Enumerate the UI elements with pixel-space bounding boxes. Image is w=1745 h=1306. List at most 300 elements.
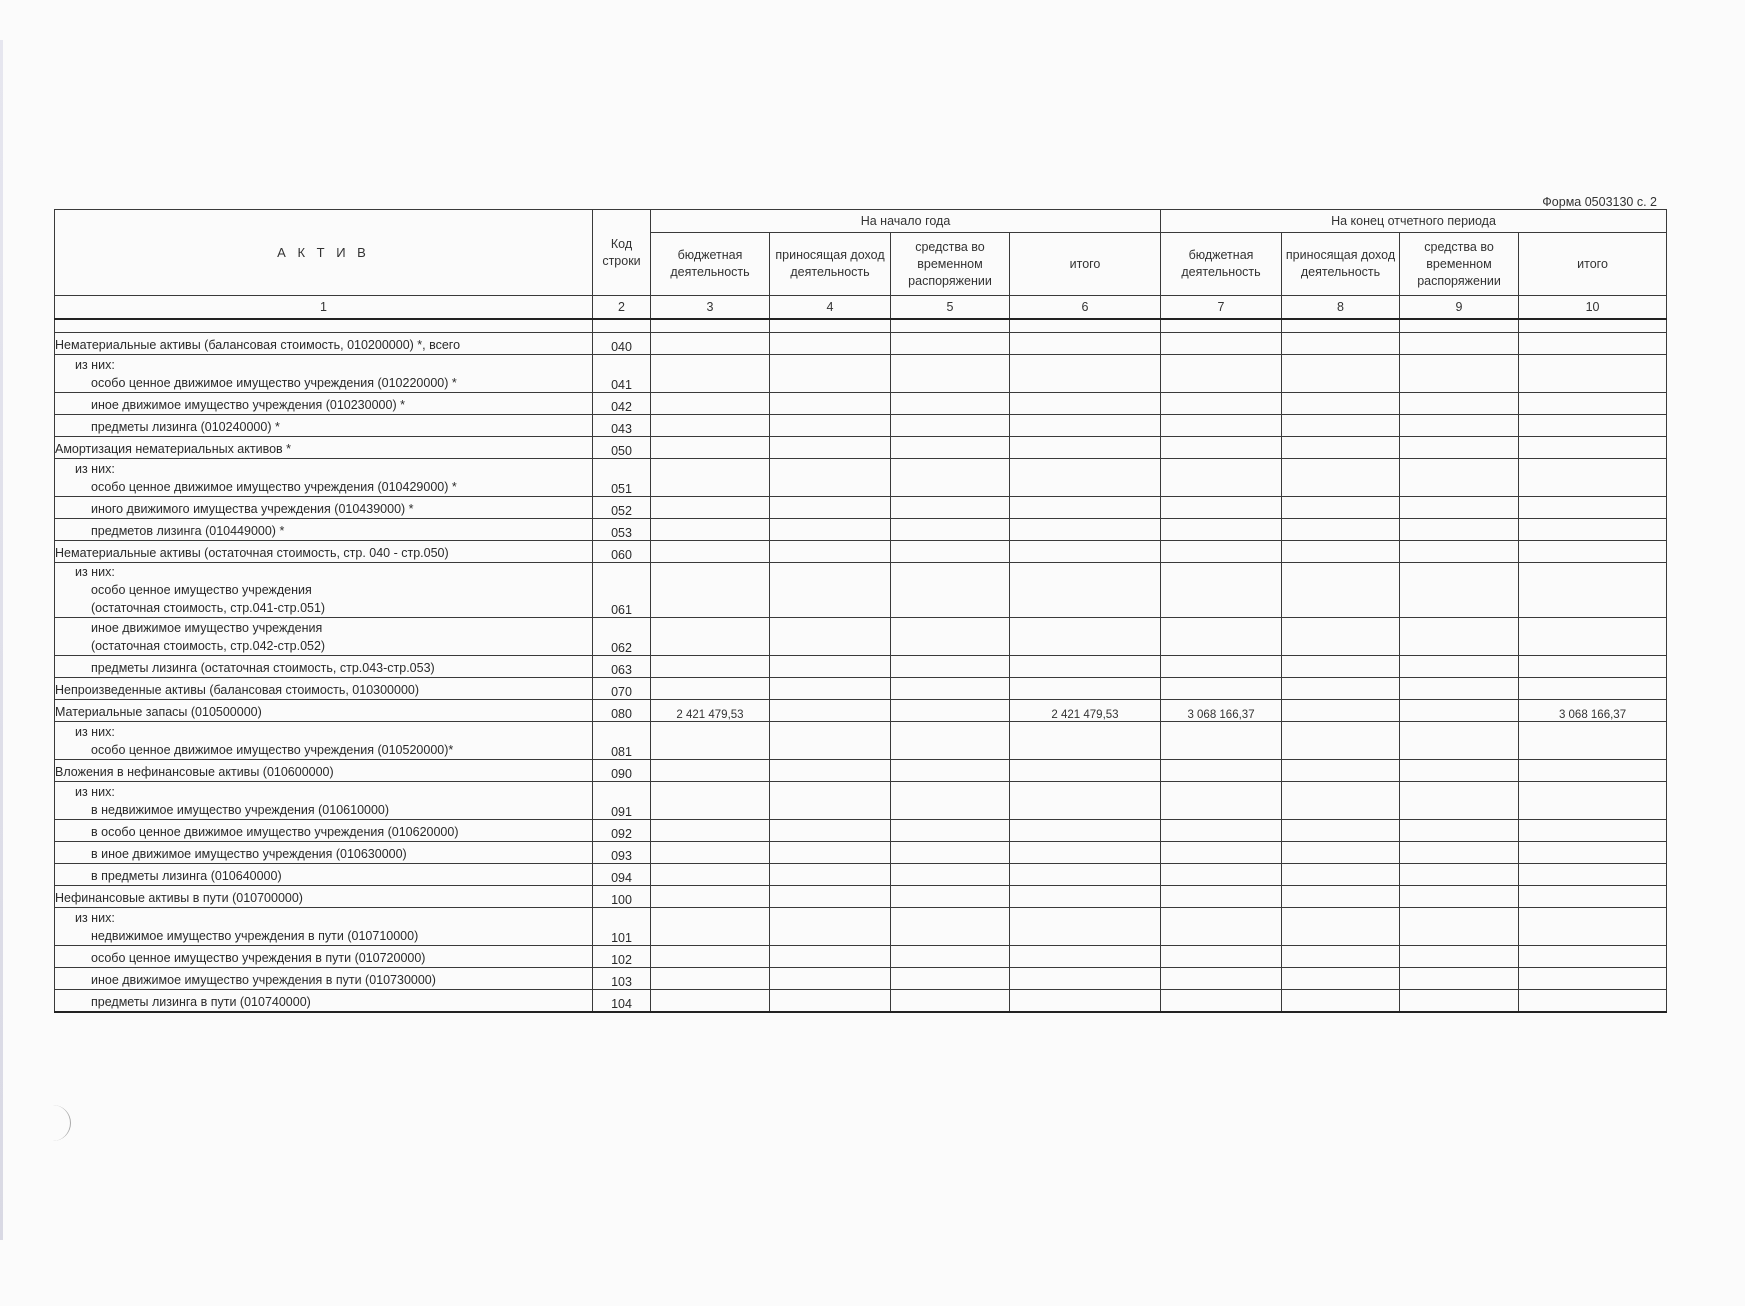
table-row	[55, 678, 1667, 700]
row-label	[55, 782, 593, 820]
row-label	[55, 722, 593, 760]
value-cell	[770, 563, 891, 618]
value-cell	[1010, 820, 1161, 842]
value-cell	[1400, 760, 1519, 782]
row-label	[55, 437, 593, 459]
value-cell	[1400, 990, 1519, 1013]
value-cell	[1161, 541, 1282, 563]
value-cell	[1400, 678, 1519, 700]
table-row	[55, 415, 1667, 437]
row-label-text: из них:	[75, 911, 115, 925]
value-cell	[770, 700, 891, 722]
row-label-text: из них:	[75, 358, 115, 372]
value-cell	[770, 722, 891, 760]
value-cell	[1519, 842, 1667, 864]
row-label	[55, 415, 593, 437]
row-code: 093	[593, 842, 651, 864]
value-cell	[1519, 760, 1667, 782]
table-row	[55, 946, 1667, 968]
value-cell	[651, 722, 770, 760]
value-cell	[651, 760, 770, 782]
table-row	[55, 393, 1667, 415]
value-cell	[1400, 437, 1519, 459]
row-label	[55, 864, 593, 886]
value-cell	[1519, 946, 1667, 968]
value-cell	[1519, 782, 1667, 820]
value-cell	[770, 656, 891, 678]
value-cell	[891, 782, 1010, 820]
row-label-text: Вложения в нефинансовые активы (010600000)	[55, 765, 334, 779]
value-cell	[1400, 864, 1519, 886]
value-cell: 2 421 479,53	[651, 700, 770, 722]
value-cell	[1161, 497, 1282, 519]
row-label-text: (остаточная стоимость, стр.042-стр.052)	[91, 639, 326, 653]
value-cell	[1161, 760, 1282, 782]
form-number-label: Форма 0503130 с. 2	[1542, 195, 1657, 209]
value-cell	[1161, 820, 1282, 842]
value-cell	[651, 656, 770, 678]
value-cell	[1010, 908, 1161, 946]
value-cell	[651, 459, 770, 497]
value-cell	[1282, 541, 1400, 563]
value-cell	[770, 415, 891, 437]
row-label	[55, 563, 593, 618]
row-label-text: Непроизведенные активы (балансовая стоимость, 010300000)	[55, 683, 420, 697]
row-label-text: в иное движимое имущество учреждения (010630000)	[91, 847, 407, 861]
value-cell	[1400, 656, 1519, 678]
row-label-text: иного движимого имущества учреждения (010439000) *	[91, 502, 414, 516]
row-label-text: Нематериальные активы (остаточная стоимость, стр. 040 - стр.050)	[55, 546, 449, 560]
value-cell	[651, 618, 770, 656]
value-cell	[1519, 678, 1667, 700]
value-cell	[1400, 886, 1519, 908]
value-cell	[651, 946, 770, 968]
value-cell	[1282, 990, 1400, 1013]
table-row	[55, 990, 1667, 1013]
value-cell	[1519, 886, 1667, 908]
row-code: 042	[593, 393, 651, 415]
value-cell	[1282, 437, 1400, 459]
value-cell	[891, 333, 1010, 355]
value-cell	[1010, 886, 1161, 908]
row-label	[55, 618, 593, 656]
value-cell	[1161, 722, 1282, 760]
value-cell	[1010, 842, 1161, 864]
value-cell	[1282, 393, 1400, 415]
value-cell	[1282, 820, 1400, 842]
value-cell	[1010, 618, 1161, 656]
balance-sheet-table	[54, 209, 1667, 1013]
row-label-text: из них:	[75, 725, 115, 739]
value-cell	[891, 864, 1010, 886]
row-label-text: Нематериальные активы (балансовая стоимость, 010200000) *, всего	[55, 338, 461, 352]
value-cell: 3 068 166,37	[1519, 700, 1667, 722]
value-cell	[1282, 678, 1400, 700]
value-cell	[651, 393, 770, 415]
value-cell	[1282, 968, 1400, 990]
value-cell	[1282, 415, 1400, 437]
value-cell	[651, 415, 770, 437]
value-cell	[1519, 541, 1667, 563]
table-row	[55, 864, 1667, 886]
row-label-text: особо ценное имущество учреждения	[91, 583, 312, 597]
row-label-text: иное движимое имущество учреждения в пути (010730000)	[91, 973, 436, 987]
value-cell	[891, 700, 1010, 722]
column-number: 6	[1010, 296, 1161, 320]
column-group-start-of-year: На начало года	[651, 210, 1161, 233]
column-number: 3	[651, 296, 770, 320]
value-cell	[891, 497, 1010, 519]
column-header: средства во временном распоряжении	[891, 233, 1010, 296]
value-cell	[1010, 656, 1161, 678]
table-row	[55, 459, 1667, 497]
value-cell	[1010, 782, 1161, 820]
row-code: 100	[593, 886, 651, 908]
column-header-code: Код строки	[593, 210, 651, 296]
value-cell	[1400, 393, 1519, 415]
row-label	[55, 656, 593, 678]
row-label	[55, 497, 593, 519]
table-row	[55, 968, 1667, 990]
value-cell	[1010, 968, 1161, 990]
header-row-groups	[55, 210, 1667, 233]
value-cell	[1161, 437, 1282, 459]
row-label	[55, 968, 593, 990]
value-cell	[1010, 678, 1161, 700]
row-label-text: предметов лизинга (010449000) *	[91, 524, 285, 538]
row-label	[55, 820, 593, 842]
value-cell	[891, 415, 1010, 437]
value-cell	[651, 968, 770, 990]
value-cell	[1010, 722, 1161, 760]
value-cell	[1400, 908, 1519, 946]
value-cell	[651, 782, 770, 820]
row-code: 101	[593, 908, 651, 946]
value-cell	[1161, 886, 1282, 908]
value-cell	[770, 393, 891, 415]
value-cell	[1161, 946, 1282, 968]
row-label-text: иное движимое имущество учреждения (010230000) *	[91, 398, 405, 412]
value-cell	[1282, 700, 1400, 722]
value-cell	[770, 820, 891, 842]
row-code: 061	[593, 563, 651, 618]
row-code: 070	[593, 678, 651, 700]
value-cell	[1161, 563, 1282, 618]
row-code: 041	[593, 355, 651, 393]
value-cell	[1282, 497, 1400, 519]
value-cell	[891, 842, 1010, 864]
value-cell	[1282, 842, 1400, 864]
row-code: 043	[593, 415, 651, 437]
row-label	[55, 541, 593, 563]
value-cell	[1161, 355, 1282, 393]
value-cell	[651, 541, 770, 563]
value-cell	[1519, 618, 1667, 656]
row-code: 094	[593, 864, 651, 886]
value-cell	[770, 990, 891, 1013]
value-cell	[1282, 656, 1400, 678]
value-cell	[651, 437, 770, 459]
row-code: 051	[593, 459, 651, 497]
row-code: 092	[593, 820, 651, 842]
value-cell	[1010, 563, 1161, 618]
value-cell	[1161, 782, 1282, 820]
value-cell	[1519, 656, 1667, 678]
row-code: 060	[593, 541, 651, 563]
value-cell	[1400, 722, 1519, 760]
row-label	[55, 760, 593, 782]
row-label-text: иное движимое имущество учреждения	[91, 621, 323, 635]
row-code: 063	[593, 656, 651, 678]
value-cell	[1400, 497, 1519, 519]
row-label-text: особо ценное движимое имущество учреждения (010520000)*	[91, 743, 454, 757]
value-cell	[1010, 333, 1161, 355]
value-cell	[651, 864, 770, 886]
value-cell	[1400, 842, 1519, 864]
table-row	[55, 355, 1667, 393]
value-cell	[1282, 782, 1400, 820]
value-cell	[1519, 437, 1667, 459]
value-cell	[1282, 886, 1400, 908]
value-cell	[891, 541, 1010, 563]
value-cell	[1161, 908, 1282, 946]
row-label-text: предметы лизинга в пути (010740000)	[91, 995, 311, 1009]
value-cell	[1161, 393, 1282, 415]
value-cell	[770, 782, 891, 820]
table-row	[55, 886, 1667, 908]
column-number: 5	[891, 296, 1010, 320]
value-cell	[651, 842, 770, 864]
table-row	[55, 760, 1667, 782]
table-row	[55, 541, 1667, 563]
column-header: бюджетная деятельность	[651, 233, 770, 296]
value-cell	[1161, 459, 1282, 497]
value-cell	[1010, 437, 1161, 459]
value-cell	[1282, 333, 1400, 355]
value-cell	[1161, 333, 1282, 355]
row-code: 080	[593, 700, 651, 722]
value-cell	[1161, 415, 1282, 437]
table-row	[55, 618, 1667, 656]
value-cell	[1400, 355, 1519, 393]
value-cell	[651, 563, 770, 618]
value-cell	[1400, 541, 1519, 563]
column-number: 9	[1400, 296, 1519, 320]
value-cell	[1010, 459, 1161, 497]
row-label	[55, 355, 593, 393]
value-cell	[1519, 990, 1667, 1013]
row-label-text: особо ценное имущество учреждения в пути (010720000)	[91, 951, 426, 965]
value-cell	[891, 563, 1010, 618]
scan-edge	[0, 40, 3, 1240]
row-code: 081	[593, 722, 651, 760]
value-cell	[770, 333, 891, 355]
row-code: 062	[593, 618, 651, 656]
value-cell	[891, 656, 1010, 678]
value-cell	[1282, 618, 1400, 656]
value-cell	[1519, 333, 1667, 355]
row-label-text: в недвижимое имущество учреждения (010610000)	[91, 803, 390, 817]
row-code: 053	[593, 519, 651, 541]
row-label-text: (остаточная стоимость, стр.041-стр.051)	[91, 601, 326, 615]
value-cell	[1519, 968, 1667, 990]
value-cell	[1161, 678, 1282, 700]
value-cell	[1400, 563, 1519, 618]
value-cell	[1161, 618, 1282, 656]
value-cell	[1519, 415, 1667, 437]
column-group-end-of-period: На конец отчетного периода	[1161, 210, 1667, 233]
value-cell	[1400, 333, 1519, 355]
value-cell	[1400, 782, 1519, 820]
row-code: 103	[593, 968, 651, 990]
spacer-row	[55, 319, 1667, 333]
value-cell	[1282, 722, 1400, 760]
column-number: 7	[1161, 296, 1282, 320]
value-cell	[1400, 415, 1519, 437]
value-cell	[1161, 968, 1282, 990]
value-cell	[1519, 864, 1667, 886]
row-code: 091	[593, 782, 651, 820]
value-cell	[1010, 541, 1161, 563]
value-cell	[1010, 355, 1161, 393]
column-number: 2	[593, 296, 651, 320]
row-label-text: недвижимое имущество учреждения в пути (010710000)	[91, 929, 419, 943]
table-row	[55, 437, 1667, 459]
row-label-text: Амортизация нематериальных активов *	[55, 442, 291, 456]
value-cell	[651, 519, 770, 541]
row-label	[55, 393, 593, 415]
table-row	[55, 656, 1667, 678]
table-row	[55, 563, 1667, 618]
row-code: 104	[593, 990, 651, 1013]
value-cell	[1282, 946, 1400, 968]
value-cell	[891, 437, 1010, 459]
table-row	[55, 722, 1667, 760]
value-cell	[651, 355, 770, 393]
row-label-text: предметы лизинга (010240000) *	[91, 420, 280, 434]
row-label	[55, 908, 593, 946]
value-cell	[770, 908, 891, 946]
column-header: итого	[1010, 233, 1161, 296]
value-cell	[891, 393, 1010, 415]
row-label-text: Нефинансовые активы в пути (010700000)	[55, 891, 303, 905]
value-cell	[770, 678, 891, 700]
value-cell	[1010, 519, 1161, 541]
value-cell	[1282, 864, 1400, 886]
value-cell	[1519, 908, 1667, 946]
value-cell	[770, 946, 891, 968]
value-cell	[1519, 459, 1667, 497]
row-label-text: предметы лизинга (остаточная стоимость, стр.043-стр.053)	[91, 661, 435, 675]
value-cell	[1282, 355, 1400, 393]
value-cell	[1282, 519, 1400, 541]
value-cell	[1400, 820, 1519, 842]
value-cell	[891, 990, 1010, 1013]
row-label	[55, 700, 593, 722]
row-code: 052	[593, 497, 651, 519]
value-cell	[770, 355, 891, 393]
value-cell	[891, 886, 1010, 908]
value-cell	[1010, 946, 1161, 968]
row-label	[55, 519, 593, 541]
value-cell	[1400, 519, 1519, 541]
value-cell	[770, 760, 891, 782]
value-cell	[1519, 393, 1667, 415]
table-row	[55, 497, 1667, 519]
value-cell	[1161, 990, 1282, 1013]
column-header: бюджетная деятельность	[1161, 233, 1282, 296]
value-cell	[1161, 842, 1282, 864]
row-label-text: в предметы лизинга (010640000)	[91, 869, 282, 883]
value-cell	[651, 820, 770, 842]
row-label	[55, 886, 593, 908]
table-row	[55, 908, 1667, 946]
table-row	[55, 333, 1667, 355]
value-cell	[1161, 519, 1282, 541]
column-number: 4	[770, 296, 891, 320]
row-label	[55, 678, 593, 700]
value-cell	[891, 355, 1010, 393]
column-header: приносящая доход деятельность	[1282, 233, 1400, 296]
row-label	[55, 459, 593, 497]
value-cell	[770, 541, 891, 563]
row-label-text: из них:	[75, 565, 115, 579]
value-cell	[770, 842, 891, 864]
value-cell	[651, 333, 770, 355]
value-cell	[770, 497, 891, 519]
row-code: 090	[593, 760, 651, 782]
value-cell	[1519, 497, 1667, 519]
row-label	[55, 990, 593, 1013]
value-cell: 3 068 166,37	[1161, 700, 1282, 722]
column-header: средства во временном распоряжении	[1400, 233, 1519, 296]
value-cell	[1282, 563, 1400, 618]
column-number: 8	[1282, 296, 1400, 320]
value-cell	[1519, 519, 1667, 541]
scan-mark	[48, 1105, 71, 1141]
value-cell	[770, 968, 891, 990]
value-cell	[891, 908, 1010, 946]
row-label-text: Материальные запасы (010500000)	[55, 705, 262, 719]
column-number: 10	[1519, 296, 1667, 320]
row-label	[55, 842, 593, 864]
value-cell	[770, 519, 891, 541]
value-cell	[1400, 700, 1519, 722]
value-cell	[1161, 656, 1282, 678]
table-row	[55, 782, 1667, 820]
value-cell	[891, 618, 1010, 656]
value-cell	[891, 459, 1010, 497]
row-label-text: в особо ценное движимое имущество учреждения (010620000)	[91, 825, 459, 839]
row-label-text: особо ценное движимое имущество учреждения (010220000) *	[91, 376, 457, 390]
table-body	[55, 319, 1667, 1012]
value-cell	[891, 760, 1010, 782]
row-label	[55, 333, 593, 355]
value-cell	[1400, 946, 1519, 968]
table-row	[55, 820, 1667, 842]
row-label-text: из них:	[75, 462, 115, 476]
value-cell	[1519, 563, 1667, 618]
value-cell	[1010, 497, 1161, 519]
value-cell	[1400, 459, 1519, 497]
value-cell	[770, 459, 891, 497]
value-cell	[891, 968, 1010, 990]
value-cell	[770, 886, 891, 908]
value-cell	[651, 990, 770, 1013]
column-header: приносящая доход деятельность	[770, 233, 891, 296]
value-cell: 2 421 479,53	[1010, 700, 1161, 722]
value-cell	[1519, 355, 1667, 393]
